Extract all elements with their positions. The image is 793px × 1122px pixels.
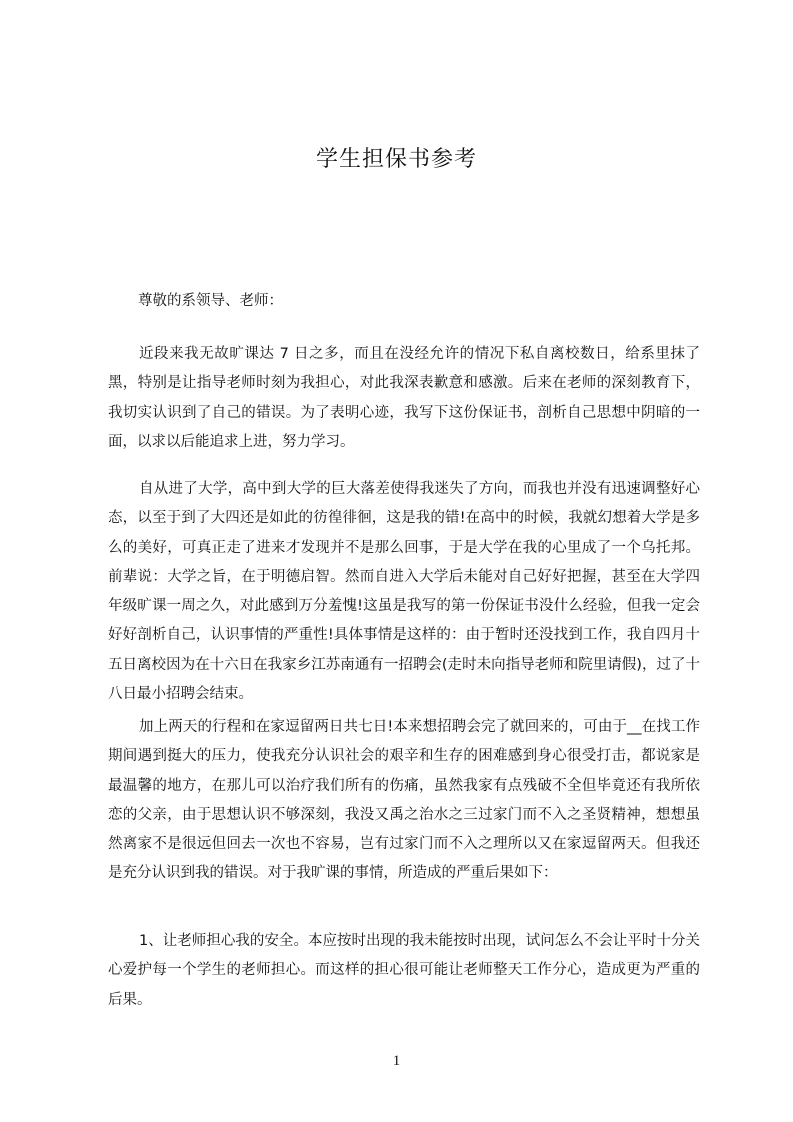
body-paragraph: 近段来我无故旷课达 7 日之多，而且在没经允许的情况下私自离校数日，给系里抹了黑，特别是让指导老师时刻为我担心，对此我深表歉意和感激。后来在老师的深刻教育下，我切实认识到了自己的错误。为了表明心迹，我写下这份保证书，剖析自己思想中阴暗的一面，以求以后能追求上进，努力学习。 — [108, 346, 700, 450]
salutation: 尊敬的系领导、老师： — [138, 293, 283, 309]
body-paragraph: 加上两天的行程和在家逗留两日共七日!本来想招聘会完了就回来的，可由于__在找工作期间遇到挺大的压力，使我充分认识社会的艰辛和生存的困难感到身心很受打击，都说家是最温馨的地方，在那儿可以治疗我们所有的伤痛，虽然我家有点残破不全但毕竟还有我所依恋的父亲，由于思想认识不够深刻，我没又禹之治水之三过家门而不入之圣贤精神，想想虽然离家不是很远但回去一次也不容易，岂有过家门而不入之理所以又在家逗留两天。但我还是充分认识到我的错误。对于我旷课的事情，所造成的严重后果如下： — [108, 719, 700, 882]
body-paragraph: 自从进了大学，高中到大学的巨大落差使得我迷失了方向，而我也并没有迅速调整好心态，以至于到了大四还是如此的彷徨徘徊，这是我的错!在高中的时候，我就幻想着大学是多么的美好，可真正走了进来才发现并不是那么回事，于是大学在我的心里成了一个乌托邦。前辈说：大学之旨，在于明德启智。然而自进入大学后未能对自己好好把握，甚至在大学四年级旷课一周之久，对此感到万分羞愧!这虽是我写的第一份保证书没什么经验，但我一定会好好剖析自己，认识事情的严重性!具体事情是这样的：由于暂时还没找到工作，我自四月十五日离校因为在十六日在我家乡江苏南通有一招聘会(走时未向指导老师和院里请假)，过了十八日最小招聘会结束。 — [108, 481, 700, 703]
page-number: 1 — [392, 1053, 401, 1069]
body-paragraph: 1、让老师担心我的安全。本应按时出现的我未能按时出现，试问怎么不会让平时十分关心爱护每一个学生的老师担心。而这样的担心很可能让老师整天工作分心，造成更为严重的后果。 — [108, 933, 700, 1008]
document-title: 学生担保书参考 — [315, 147, 477, 172]
